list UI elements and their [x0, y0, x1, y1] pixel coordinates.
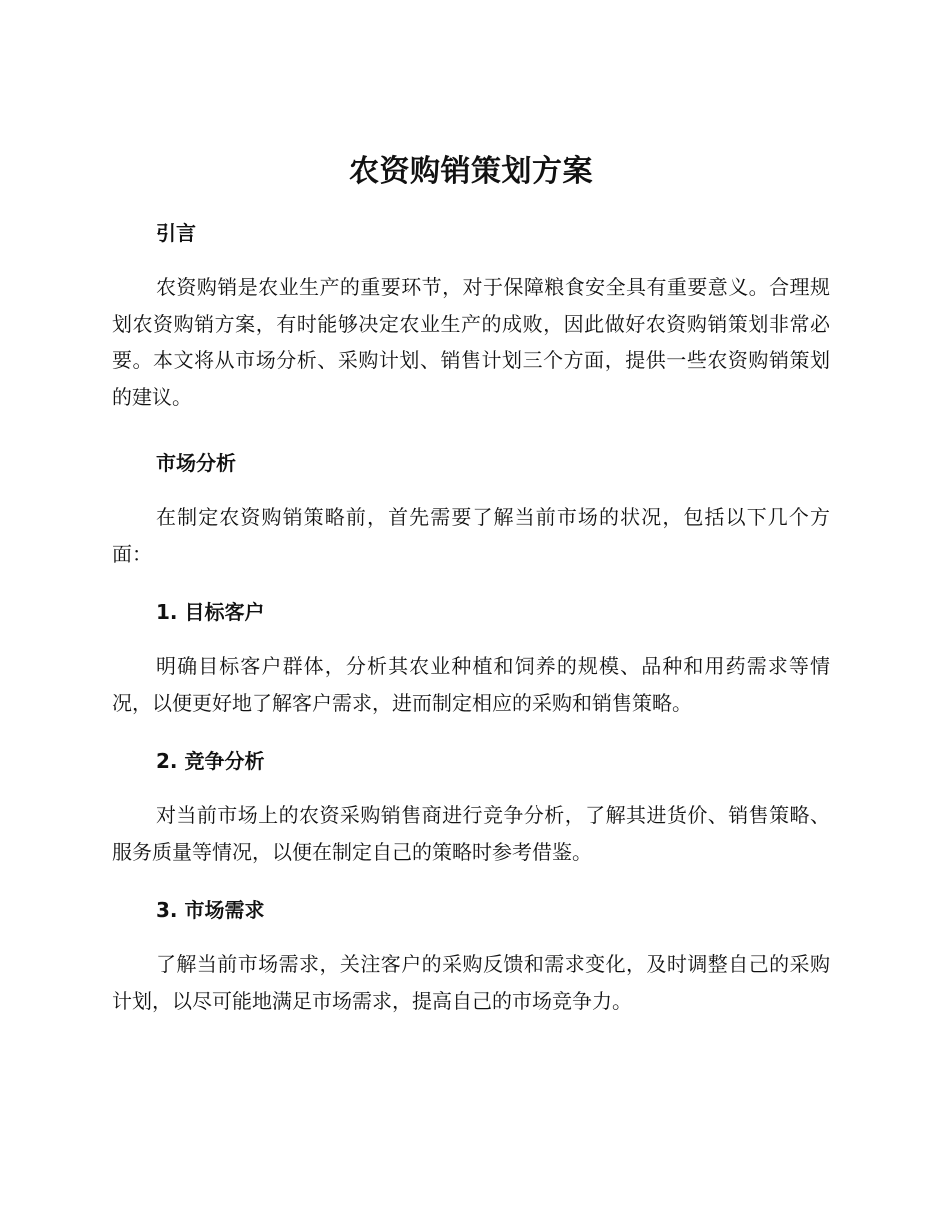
section-paragraph-competition-analysis: 对当前市场上的农资采购销售商进行竞争分析，了解其进货价、销售策略、服务质量等情况，以便在制定自己的策略时参考借鉴。 — [112, 803, 830, 864]
section-heading-target-customers: 1. 目标客户 — [156, 600, 265, 624]
section-paragraph-target-customers: 明确目标客户群体，分析其农业种植和饲养的规模、品种和用药需求等情况，以便更好地了解客户需求，进而制定相应的采购和销售策略。 — [112, 654, 830, 715]
document-title: 农资购销策划方案 — [349, 154, 593, 189]
section-heading-intro: 引言 — [156, 221, 196, 245]
section-paragraph-market-demand: 了解当前市场需求，关注客户的采购反馈和需求变化，及时调整自己的采购计划，以尽可能地满足市场需求，提高自己的市场竞争力。 — [112, 952, 830, 1013]
section-heading-market-analysis: 市场分析 — [156, 451, 236, 475]
document-page — [112, 150, 830, 1045]
section-paragraph-market-analysis: 在制定农资购销策略前，首先需要了解当前市场的状况，包括以下几个方面： — [112, 505, 830, 566]
section-paragraph-intro: 农资购销是农业生产的重要环节，对于保障粮食安全具有重要意义。合理规划农资购销方案，有时能够决定农业生产的成败，因此做好农资购销策划非常必要。本文将从市场分析、采购计划、销售计划三个方面，提供一些农资购销策划的建议。 — [112, 275, 830, 409]
section-heading-market-demand: 3. 市场需求 — [156, 898, 265, 922]
section-heading-competition-analysis: 2. 竞争分析 — [156, 749, 265, 773]
